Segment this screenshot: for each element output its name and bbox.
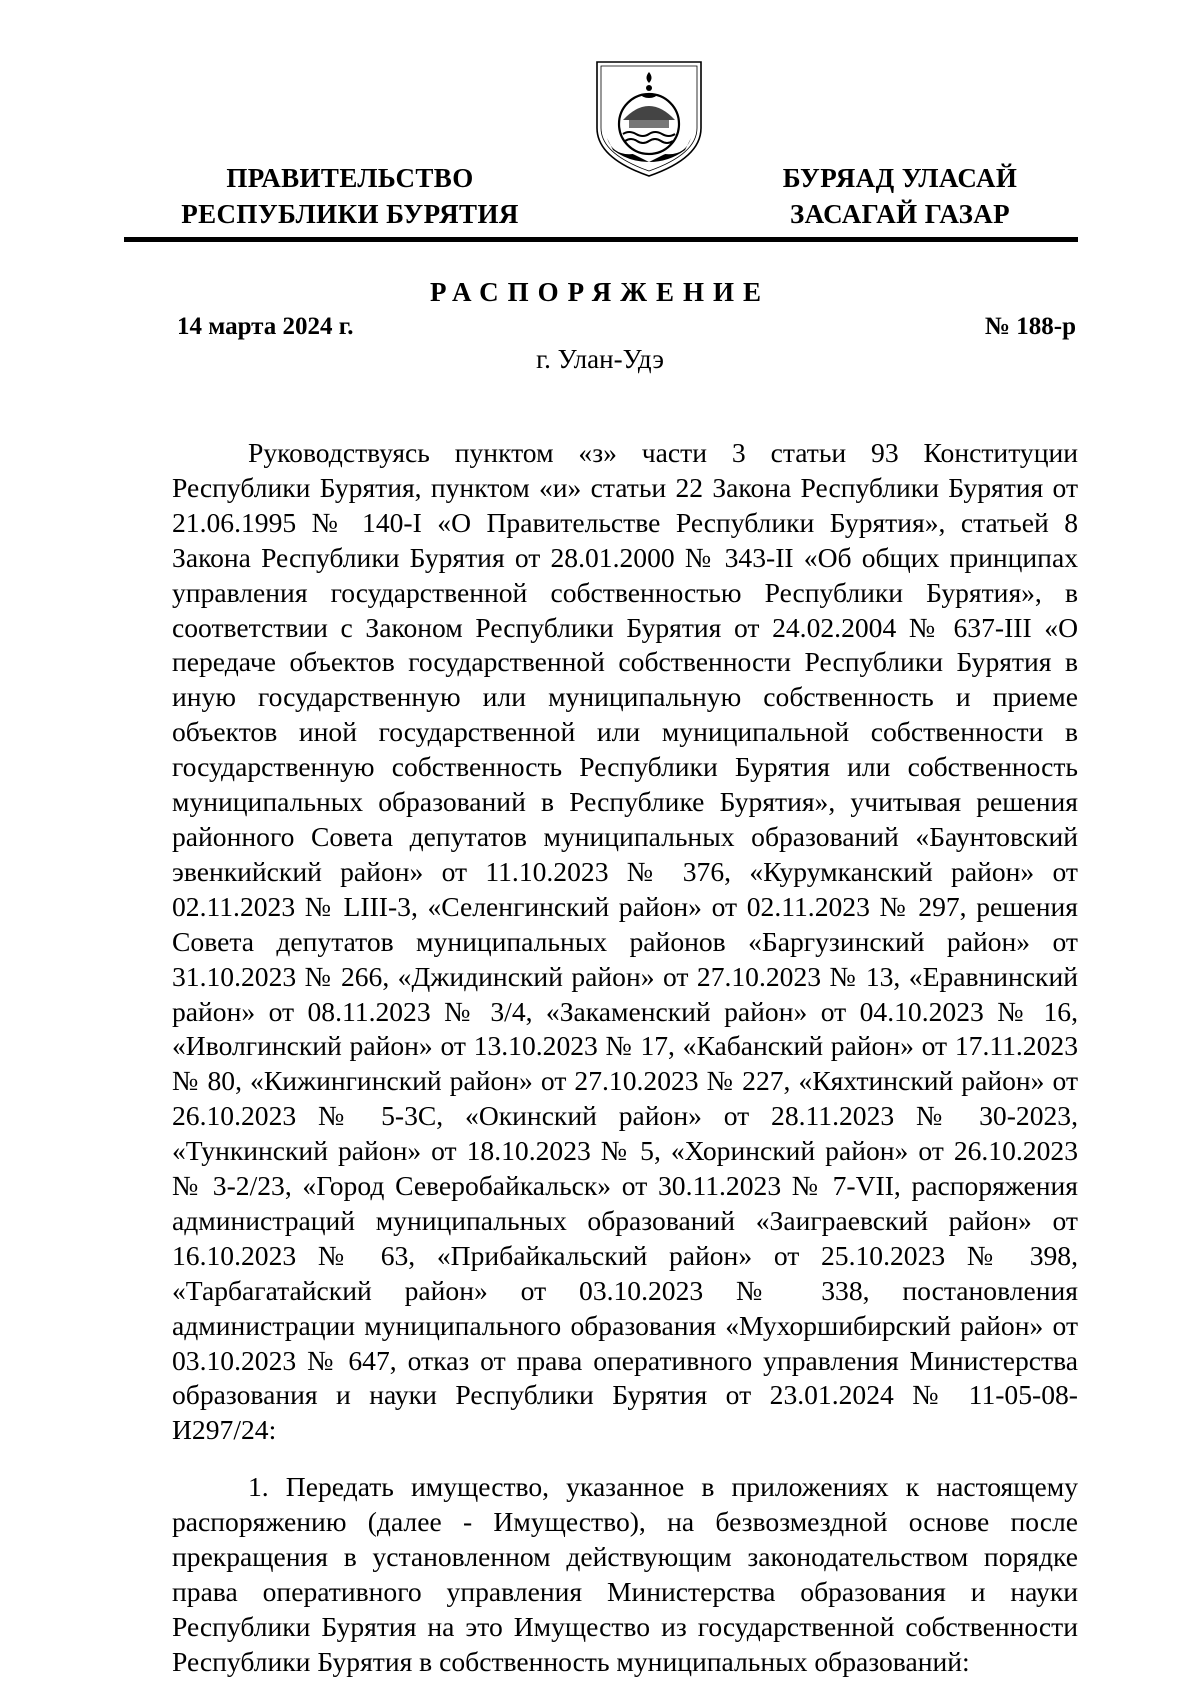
document-date: 14 марта 2024 г. <box>177 313 354 340</box>
government-name-line2: РЕСПУБЛИКИ БУРЯТИЯ <box>181 199 519 229</box>
document-city: г. Улан-Удэ <box>536 344 664 374</box>
government-name-buryat-line2: ЗАСАГАЙ ГАЗАР <box>789 199 1011 229</box>
document-type: РАСПОРЯЖЕНИЕ <box>429 277 771 307</box>
coat-of-arms-icon <box>593 58 705 180</box>
government-name-russian <box>160 160 540 232</box>
header-divider <box>124 237 1078 242</box>
document-number: № 188-р <box>984 313 1076 340</box>
document-body <box>172 436 1078 1680</box>
preamble-paragraph: Руководствуясь пунктом «з» части 3 статьи 93 Конституции Республики Бурятия, пунктом «и» статьи 22 Закона Республики Бурятия от 21.06.1995 № 140-I «О Правительстве Республики Бурятия», статьей 8 Закона Республики Бурятия от 28.01.2000 № 343-II «Об общих принципах управления государственной собственностью Республики Бурятия», в соответствии с Законом Республики Бурятия от 24.02.2004 № 637-III «О передаче объектов государственной собственности Республики Бурятия в иную государственную или муниципальную собственность и приеме объектов иной государственной или муниципальной собственности в государственную собственность Республики Бурятия или собственность муниципальных образований в Республике Бурятия», учитывая решения районного Совета депутатов муниципальных образований «Баунтовский эвенкийский район» от 11.10.2023 № 376, «Курумканский район» от 02.11.2023 № LIII-3, «Селенгинский район» от 02.11.2023 № 297, решения Совета депутатов муниципальных районов «Баргузинский район» от 31.10.2023 № 266, «Джидинский район» от 27.10.2023 № 13, «Еравнинский район» от 08.11.2023 № 3/4, «Закаменский район» от 04.10.2023 № 16, «Иволгинский район» от 13.10.2023 № 17, «Кабанский район» от 17.11.2023 № 80, «Кижингинский район» от 27.10.2023 № 227, «Кяхтинский район» от 26.10.2023 № 5-3С, «Окинский район» от 28.11.2023 № 30-2023, «Тункинский район» от 18.10.2023 № 5, «Хоринский район» от 26.10.2023 № 3-2/23, «Город Северобайкальск» от 30.11.2023 № 7-VII, распоряжения администраций муниципальных образований «Заиграевский район» от 16.10.2023 № 63, «Прибайкальский район» от 25.10.2023 № 398, «Тарбагатайский район» от 03.10.2023 № 338, постановления администрации муниципального образования «Мухоршибирский район» от 03.10.2023 № 647, отказ от права оперативного управления Министерства образования и науки Республики Бурятия от 23.01.2024 № 11-05-08-И297/24: <box>172 437 1078 1446</box>
government-name-line1: ПРАВИТЕЛЬСТВО <box>226 163 474 193</box>
clause-1-paragraph: 1. Передать имущество, указанное в приложениях к настоящему распоряжению (далее - Имущество), на безвозмездной основе после прекращения в установленном действующим законодательством порядке права оперативного управления Министерства образования и науки Республики Бурятия на это Имущество из государственной собственности Республики Бурятия в собственность муниципальных образований: <box>172 1471 1078 1677</box>
government-name-buryat-line1: БУРЯАД УЛАСАЙ <box>782 163 1018 193</box>
government-name-buryat <box>760 160 1040 232</box>
